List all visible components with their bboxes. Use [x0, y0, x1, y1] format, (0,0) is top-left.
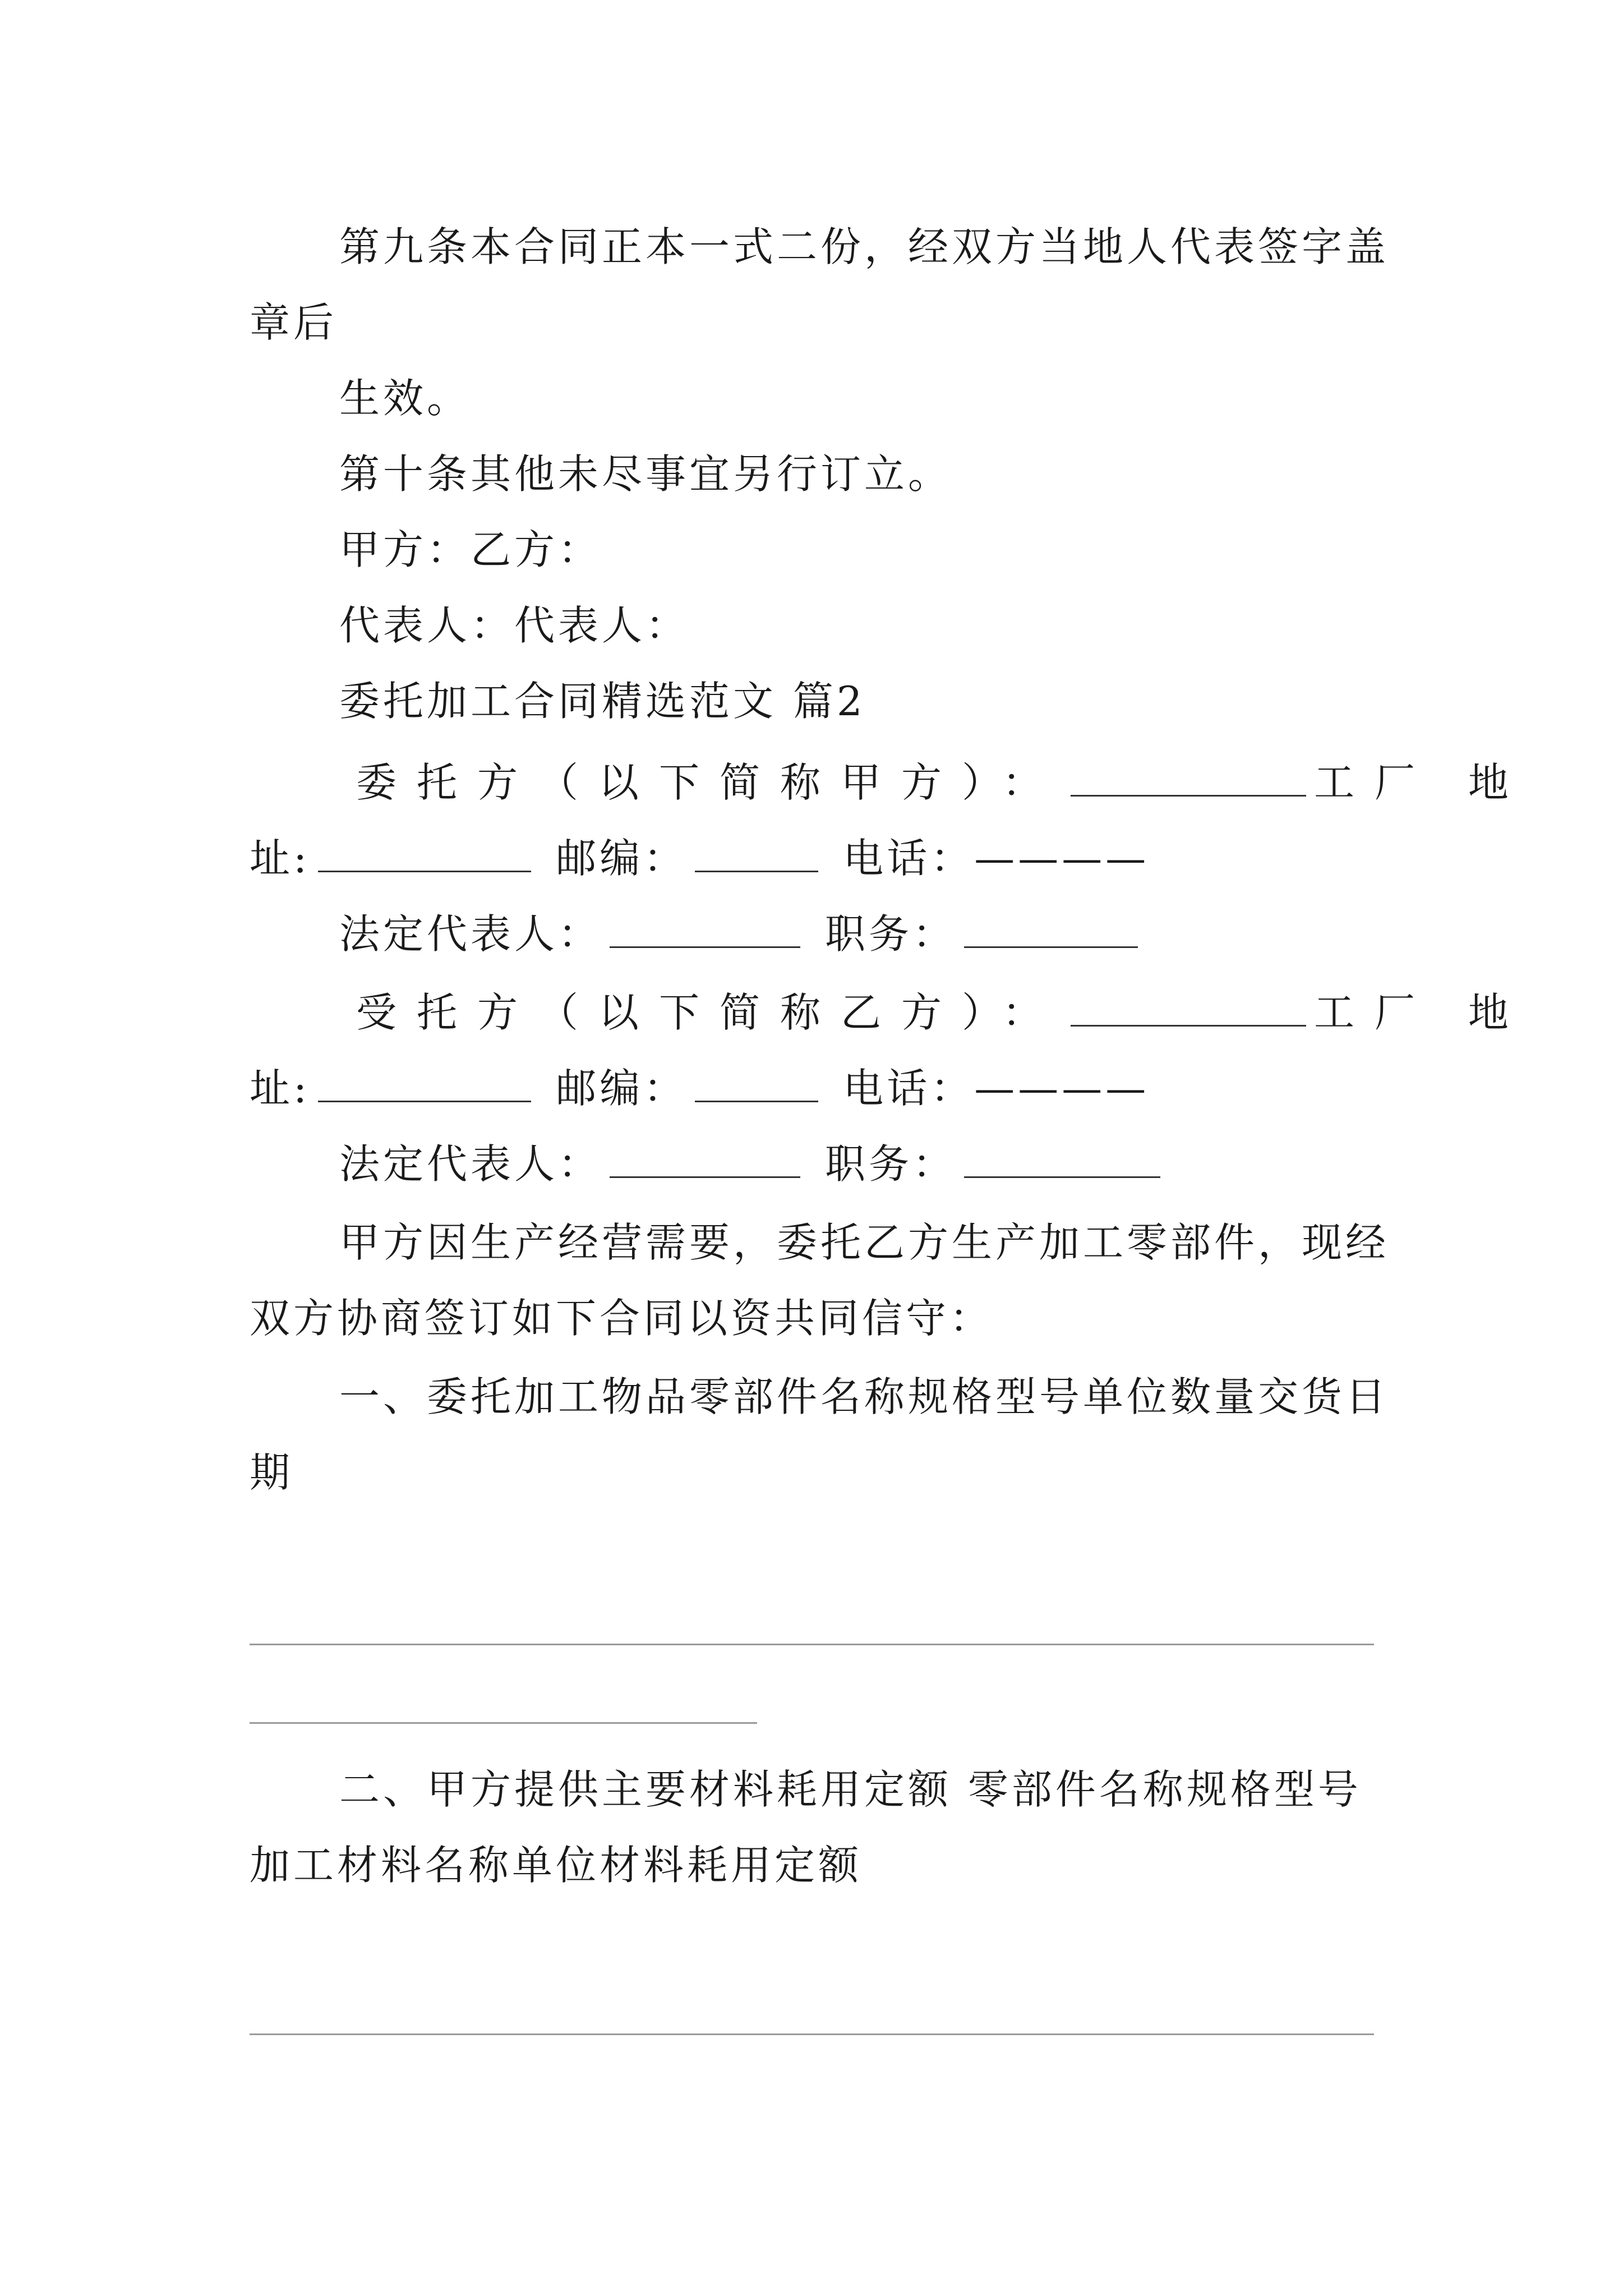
client-a-address-blank	[318, 831, 531, 872]
paragraph-article-9-line1: 第九条本合同正本一式二份，经双方当地人代表签字盖	[339, 223, 1390, 270]
paragraph-article-9-line2: 章后	[250, 299, 338, 346]
client-a-rep-blank	[610, 907, 800, 948]
client-b-line2	[250, 1055, 1149, 1122]
client-b-tel-label: 电话：————	[843, 1065, 1150, 1112]
section-2-line1: 二、甲方提供主要材料耗用定额 零部件名称规格型号	[339, 1766, 1362, 1813]
table-rule-3	[250, 2033, 1374, 2035]
section-heading: 委托加工合同精选范文 篇2	[339, 678, 866, 725]
section-1-line1: 一、委托加工物品零部件名称规格型号单位数量交货日	[339, 1373, 1390, 1420]
table-rule-1	[250, 1644, 1374, 1645]
client-b-zip-blank	[695, 1061, 818, 1102]
client-a-title-blank	[964, 907, 1138, 948]
client-b-address-blank	[318, 1061, 531, 1102]
client-a-line3	[339, 900, 1146, 968]
section-2-line2: 加工材料名称单位材料耗用定额	[250, 1842, 863, 1889]
client-a-factory-label: 工厂 地	[1314, 759, 1529, 806]
client-b-factory-label: 工厂 地	[1314, 989, 1529, 1036]
client-a-name-blank	[1071, 756, 1306, 797]
client-b-rep-blank	[610, 1137, 800, 1178]
paragraph-purpose-line2: 双方协商签订如下合同以资共同信守：	[250, 1295, 994, 1342]
client-a-label: 委托方（以下简称甲方）：	[356, 759, 1063, 806]
client-a-tel-label: 电话：————	[843, 835, 1150, 882]
client-b-address-label: 址:	[250, 1065, 311, 1112]
client-b-name-blank	[1071, 986, 1306, 1027]
representative-labels: 代表人：代表人：	[339, 602, 690, 649]
client-b-zip-label: 邮编：	[556, 1065, 688, 1112]
client-a-line1	[356, 749, 1529, 816]
table-rule-2	[250, 1722, 757, 1724]
client-a-title-label: 职务：	[825, 910, 957, 958]
client-b-rep-label: 法定代表人：	[339, 1140, 602, 1188]
section-1-line2: 期	[250, 1449, 294, 1496]
party-labels: 甲方：乙方：	[339, 526, 602, 573]
client-b-title-blank	[964, 1137, 1160, 1178]
client-a-zip-label: 邮编：	[556, 835, 688, 882]
paragraph-purpose-line1: 甲方因生产经营需要，委托乙方生产加工零部件，现经	[339, 1219, 1390, 1266]
client-b-title-label: 职务：	[825, 1140, 957, 1188]
client-a-rep-label: 法定代表人：	[339, 910, 602, 958]
client-b-label: 受托方（以下简称乙方）：	[356, 989, 1063, 1036]
client-a-address-label: 址:	[250, 835, 311, 882]
client-b-line1	[356, 979, 1529, 1046]
client-b-line3	[339, 1130, 1168, 1198]
client-a-line2	[250, 825, 1149, 892]
paragraph-effective: 生效。	[339, 375, 471, 422]
client-a-zip-blank	[695, 831, 818, 872]
paragraph-article-10: 第十条其他未尽事宜另行订立。	[339, 450, 952, 498]
